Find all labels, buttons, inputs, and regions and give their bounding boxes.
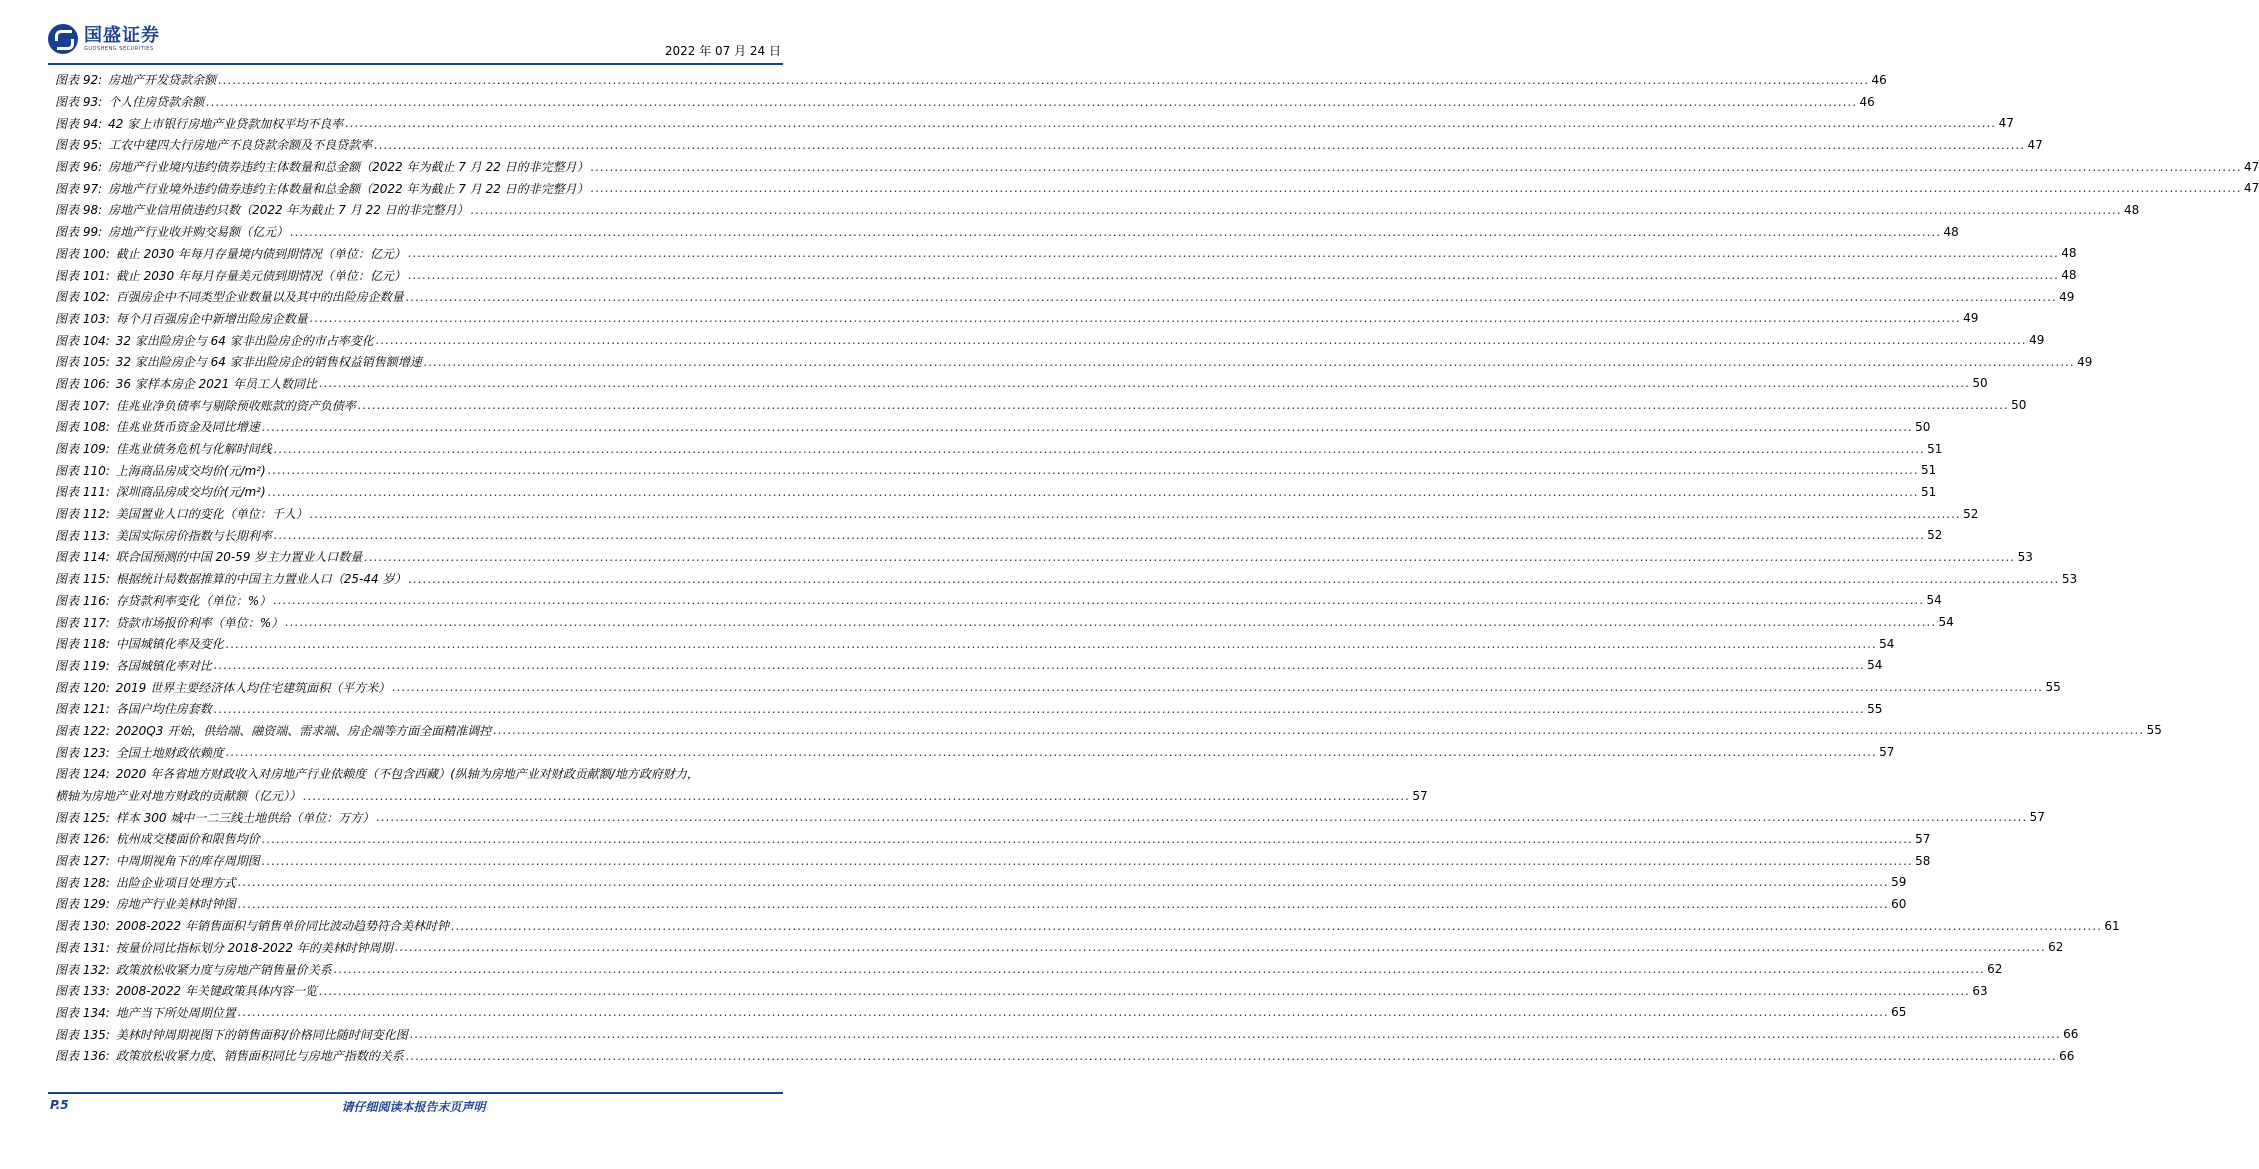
- toc-entry-label: 图表 133:: [55, 984, 110, 999]
- toc-entry-page: 54: [1879, 636, 1895, 651]
- toc-entry-label: 图表 111:: [55, 485, 110, 500]
- page-number: P.5: [50, 1098, 69, 1112]
- toc-entry-label: 图表 106:: [55, 376, 110, 391]
- toc-entry[interactable]: [55, 524, 1943, 546]
- toc-entry-page: 55: [1867, 701, 1883, 716]
- toc-entry-leader-dots: [285, 615, 1936, 629]
- toc-entry-title: 中国城镇化率及变化: [115, 637, 224, 652]
- toc-entry[interactable]: [55, 112, 2014, 134]
- toc-entry[interactable]: [55, 199, 2140, 221]
- toc-entry-label: 图表 127:: [55, 854, 110, 869]
- toc-entry[interactable]: [55, 243, 2077, 265]
- toc-entry-page: 61: [2104, 918, 2120, 933]
- toc-entry-leader-dots: [395, 940, 2046, 954]
- toc-entry-title: 各国户均住房套数: [115, 702, 212, 717]
- toc-entry-title: 房地产行业境外违约债券违约主体数量和总金额（2022 年为截止 7 月 22 日的非完整月）: [108, 181, 589, 196]
- toc-entry-label: 图表 130:: [55, 919, 110, 934]
- toc-entry[interactable]: [55, 655, 1883, 677]
- toc-entry-label: 图表 114:: [55, 550, 110, 565]
- toc-entry-page: 48: [2124, 202, 2140, 217]
- toc-entry[interactable]: [55, 264, 2077, 286]
- toc-entry-page: 47: [1998, 116, 2014, 131]
- toc-entry-title: 美国实际房价指数与长期利率: [115, 528, 272, 543]
- toc-entry-page: 55: [2146, 723, 2162, 738]
- footer-divider: [48, 1092, 783, 1094]
- toc-entry-label: 图表 93:: [55, 95, 103, 110]
- toc-entry-multiline[interactable]: [55, 763, 1428, 806]
- toc-entry-title: 贷款市场报价利率（单位：%）: [115, 615, 284, 630]
- logo-name-en: GUOSHENG SECURITIES: [84, 45, 154, 52]
- toc-entry[interactable]: [55, 308, 1979, 330]
- toc-entry-page: 47: [2027, 137, 2043, 152]
- company-logo: [48, 24, 160, 54]
- toc-entry[interactable]: [55, 221, 1959, 243]
- toc-entry-title: 联合国预测的中国 20-59 岁主力置业人口数量: [115, 550, 363, 565]
- toc-entry[interactable]: [55, 286, 2075, 308]
- toc-entry-leader-dots: [591, 160, 2242, 174]
- toc-entry-label: 图表 116:: [55, 593, 110, 608]
- toc-entry-page: 50: [1972, 376, 1988, 391]
- toc-entry-label: 图表 132:: [55, 962, 110, 977]
- toc-entry-leader-dots: [238, 875, 1889, 889]
- toc-entry-label: 图表 101:: [55, 268, 110, 283]
- toc-entry-page: 65: [1891, 1005, 1907, 1020]
- toc-entry-leader-dots: [408, 268, 2059, 282]
- toc-entry-title: 个人住房贷款余额: [108, 95, 205, 110]
- toc-entry-leader-dots: [358, 398, 2009, 412]
- toc-entry[interactable]: [55, 937, 2064, 959]
- toc-entry-page: 48: [1943, 224, 1959, 239]
- toc-entry-label: 图表 98:: [55, 203, 103, 218]
- toc-entry-leader-dots: [310, 507, 1961, 521]
- toc-entry-title: 2008-2022 年销售面积与销售单价同比波动趋势符合美林时钟: [115, 919, 449, 934]
- toc-entry-page: 60: [1891, 896, 1907, 911]
- toc-entry-label: 图表 135:: [55, 1027, 110, 1042]
- toc-entry-page: 54: [1926, 593, 1942, 608]
- toc-entry-title: 美林时钟周期视图下的销售面积/价格同比随时间变化图: [115, 1027, 408, 1042]
- toc-entry-leader-dots: [424, 355, 2075, 369]
- toc-entry-label: 图表 113:: [55, 528, 110, 543]
- toc-entry-leader-dots: [374, 138, 2025, 152]
- toc-entry-leader-dots: [376, 333, 2027, 347]
- table-of-figures: [55, 69, 2259, 1067]
- toc-entry-title: 36 家样本房企 2021 年员工人数同比: [115, 376, 318, 391]
- toc-entry-page: 53: [2017, 549, 2033, 564]
- toc-entry-title: 房地产行业收并购交易额（亿元）: [108, 225, 289, 240]
- toc-entry-title: 美国置业人口的变化（单位：千人）: [115, 507, 308, 522]
- toc-entry[interactable]: [55, 546, 2033, 568]
- toc-entry-leader-dots: [268, 485, 1919, 499]
- toc-entry[interactable]: [55, 503, 1979, 525]
- toc-entry-leader-dots: [410, 1027, 2061, 1041]
- toc-entry-leader-dots: [345, 116, 1996, 130]
- toc-entry-page: 49: [2029, 333, 2045, 348]
- toc-entry-title: 深圳商品房成交均价(元/m²): [115, 485, 266, 500]
- toc-entry-label: 图表 112:: [55, 507, 110, 522]
- toc-entry-label: 图表 128:: [55, 875, 110, 890]
- toc-entry-page: 54: [1938, 615, 1954, 630]
- toc-entry-leader-dots: [226, 745, 1877, 759]
- toc-entry[interactable]: [55, 958, 2003, 980]
- toc-entry-page: 66: [2063, 1027, 2079, 1042]
- toc-entry-leader-dots: [319, 984, 1970, 998]
- toc-entry-title: 根据统计局数据推算的中国主力置业人口（25-44 岁）: [115, 572, 407, 587]
- toc-entry[interactable]: [55, 373, 1988, 395]
- toc-entry-label: 图表 123:: [55, 745, 110, 760]
- toc-entry-leader-dots: [218, 73, 1869, 87]
- toc-entry-title: 42 家上市银行房地产业贷款加权平均不良率: [108, 116, 344, 131]
- toc-entry[interactable]: [55, 69, 1887, 91]
- toc-entry[interactable]: [55, 590, 1942, 612]
- toc-entry-page: 63: [1972, 983, 1988, 998]
- toc-entry-page: 49: [2059, 289, 2075, 304]
- toc-entry-leader-dots: [471, 203, 2122, 217]
- toc-entry-label: 图表 108:: [55, 420, 110, 435]
- toc-entry-label: 图表 117:: [55, 615, 110, 630]
- toc-entry[interactable]: [55, 177, 2259, 199]
- toc-entry-label: 图表 104:: [55, 333, 110, 348]
- toc-entry-leader-dots: [214, 702, 1865, 716]
- toc-entry-label: 图表 124:: [55, 767, 110, 782]
- logo-name-cn: 国盛证券: [84, 24, 160, 46]
- toc-entry[interactable]: [55, 329, 2045, 351]
- logo-text: [84, 26, 160, 53]
- toc-entry-title: 样本 300 城中一二三线土地供给（单位：万方）: [115, 810, 375, 825]
- toc-entry-page: 49: [1963, 311, 1979, 326]
- toc-entry[interactable]: [55, 438, 1943, 460]
- toc-entry-title: 房地产开发贷款余额: [108, 73, 217, 88]
- toc-entry-leader-dots: ......................................................................................................................................................................................................................................: [303, 788, 1411, 803]
- toc-entry[interactable]: [55, 1023, 2079, 1045]
- toc-entry-label: 图表 109:: [55, 442, 110, 457]
- toc-entry-label: 图表 110:: [55, 463, 110, 478]
- toc-entry-leader-dots: [268, 463, 1919, 477]
- toc-entry-leader-dots: [406, 290, 2057, 304]
- toc-entry-leader-dots: [214, 658, 1865, 672]
- toc-entry-label: 图表 103:: [55, 311, 110, 326]
- toc-entry-title: 地产当下所处周期位置: [115, 1005, 236, 1020]
- toc-entry-title: 佳兆业债务危机与化解时间线: [115, 442, 272, 457]
- toc-entry-page: 57: [1879, 745, 1895, 760]
- toc-entry-leader-dots: [591, 181, 2242, 195]
- toc-entry-title: 百强房企中不同类型企业数量以及其中的出险房企数量: [115, 290, 404, 305]
- toc-entry[interactable]: [55, 1045, 2075, 1067]
- toc-entry-leader-dots: [364, 550, 2015, 564]
- logo-mark-icon: [48, 24, 78, 54]
- toc-entry-title: 房地产业信用债违约只数（2022 年为截止 7 月 22 日的非完整月）: [108, 203, 469, 218]
- toc-entry-label: 图表 92:: [55, 73, 103, 88]
- toc-entry-page: 55: [2045, 680, 2061, 695]
- toc-entry[interactable]: [55, 676, 2061, 698]
- toc-entry-leader-dots: [238, 897, 1889, 911]
- toc-entry-title: 佳兆业净负债率与剔除预收账款的资产负债率: [115, 398, 356, 413]
- toc-entry-page: 66: [2059, 1048, 2075, 1063]
- toc-entry-label: 图表 131:: [55, 940, 110, 955]
- toc-entry-title: 政策放松收紧力度、销售面积同比与房地产指数的关系: [115, 1049, 404, 1064]
- toc-entry-page: 53: [2061, 571, 2078, 586]
- toc-entry-title: 截止 2030 年每月存量境内债到期情况（单位：亿元）: [115, 246, 406, 261]
- toc-entry[interactable]: [55, 459, 1937, 481]
- toc-entry-label: 图表 105:: [55, 355, 110, 370]
- toc-entry[interactable]: [55, 633, 1895, 655]
- toc-entry-page: 49: [2077, 354, 2093, 369]
- toc-entry-label: 图表 96:: [55, 160, 103, 175]
- toc-entry-page: 52: [1963, 506, 1979, 521]
- toc-entry[interactable]: [55, 91, 1875, 113]
- toc-entry[interactable]: [55, 394, 2027, 416]
- toc-entry-leader-dots: [493, 723, 2144, 737]
- toc-entry[interactable]: [55, 893, 1907, 915]
- toc-entry-page: 52: [1927, 528, 1943, 543]
- toc-entry[interactable]: [55, 1002, 1907, 1024]
- header-divider: [48, 63, 783, 65]
- toc-entry-title: 房地产行业美林时钟图: [115, 897, 236, 912]
- toc-entry-label: 图表 94:: [55, 116, 103, 131]
- toc-entry-leader-dots: [262, 832, 1913, 846]
- toc-entry-label: 图表 120:: [55, 680, 110, 695]
- toc-entry-title: 存贷款利率变化（单位：%）: [115, 593, 272, 608]
- toc-entry-title: 按量价同比指标划分 2018-2022 年的美林时钟周期: [115, 940, 393, 955]
- toc-entry[interactable]: [55, 915, 2120, 937]
- toc-entry-title: 出险企业项目处理方式: [115, 875, 236, 890]
- toc-entry-title: 佳兆业货币资金及同比增速: [115, 420, 260, 435]
- toc-entry-label: 图表 100:: [55, 246, 110, 261]
- toc-entry-leader-dots: [226, 637, 1877, 651]
- toc-entry-label: 图表 102:: [55, 290, 110, 305]
- toc-entry-leader-dots: [274, 528, 1925, 542]
- toc-entry-title: 工农中建四大行房地产不良贷款余额及不良贷款率: [108, 138, 373, 153]
- toc-entry-leader-dots: [262, 854, 1913, 868]
- toc-entry[interactable]: [55, 698, 1883, 720]
- toc-entry-page: 51: [1927, 441, 1943, 456]
- toc-entry-leader-dots: [451, 919, 2102, 933]
- toc-entry[interactable]: [55, 980, 1988, 1002]
- toc-entry-title: 政策放松收紧力度与房地产销售量价关系: [115, 962, 332, 977]
- toc-entry-title: 32 家出险房企与 64 家非出险房企的销售权益销售额增速: [115, 355, 422, 370]
- toc-entry-title: 2020Q3 开始，供给端、融资端、需求端、房企端等方面全面精准调控: [115, 723, 492, 738]
- toc-entry[interactable]: [55, 828, 1931, 850]
- toc-entry[interactable]: [55, 134, 2043, 156]
- toc-entry-title: 杭州成交楼面价和限售均价: [115, 832, 260, 847]
- toc-entry-page: 46: [1871, 72, 1887, 87]
- toc-entry-page: 47: [2244, 159, 2259, 174]
- toc-entry-page: 57: [1412, 788, 1428, 803]
- page-header: [48, 22, 783, 62]
- toc-entry-title: 各国城镇化率对比: [115, 658, 212, 673]
- toc-entry-label: 图表 107:: [55, 398, 110, 413]
- toc-list-part-2: [55, 806, 2120, 1066]
- toc-entry-page: 51: [1921, 463, 1937, 478]
- toc-entry-label: 图表 121:: [55, 702, 110, 717]
- toc-entry-page: 57: [1915, 831, 1931, 846]
- toc-entry[interactable]: [55, 611, 1954, 633]
- toc-entry[interactable]: [55, 481, 1937, 503]
- toc-entry-leader-dots: [406, 1049, 2057, 1063]
- toc-entry-leader-dots: [273, 593, 1924, 607]
- toc-entry[interactable]: [55, 568, 2078, 590]
- toc-entry-leader-dots: [408, 246, 2059, 260]
- toc-entry-page: 48: [2061, 246, 2077, 261]
- toc-entry[interactable]: [55, 871, 1907, 893]
- toc-entry-label: 图表 99:: [55, 225, 103, 240]
- toc-entry-label: 图表 122:: [55, 723, 110, 738]
- toc-entry-label: 图表 126:: [55, 832, 110, 847]
- toc-entry-page: 62: [2048, 940, 2064, 955]
- toc-entry-page: 58: [1915, 853, 1931, 868]
- toc-entry-page: 50: [1915, 419, 1931, 434]
- toc-entry-leader-dots: [274, 442, 1925, 456]
- toc-entry[interactable]: [55, 156, 2259, 178]
- toc-entry-label: 图表 115:: [55, 572, 110, 587]
- toc-entry-page: 46: [1859, 94, 1875, 109]
- toc-entry[interactable]: [55, 720, 2162, 742]
- report-date: 2022 年 07 月 24 日: [664, 44, 781, 58]
- toc-entry-label: 图表 118:: [55, 637, 110, 652]
- toc-entry-title: 全国土地财政依赖度: [115, 745, 224, 760]
- toc-entry-leader-dots: [319, 376, 1970, 390]
- toc-entry-title: 截止 2030 年每月存量美元债到期情况（单位：亿元）: [115, 268, 406, 283]
- toc-list-part-1: [55, 69, 2259, 763]
- toc-entry-leader-dots: [206, 95, 1857, 109]
- toc-entry-leader-dots: [262, 420, 1913, 434]
- toc-entry[interactable]: [55, 741, 1895, 763]
- toc-entry-label: 图表 119:: [55, 658, 110, 673]
- toc-entry-leader-dots: [238, 1005, 1889, 1019]
- toc-entry-label: 图表 125:: [55, 810, 110, 825]
- toc-entry-title: 每个月百强房企中新增出险房企数量: [115, 311, 308, 326]
- toc-entry[interactable]: [55, 416, 1931, 438]
- toc-entry-page: 59: [1891, 875, 1907, 890]
- toc-entry-label: 图表 136:: [55, 1049, 110, 1064]
- toc-entry-title: 32 家出险房企与 64 家非出险房企的市占率变化: [115, 333, 374, 348]
- toc-entry-leader-dots: [376, 810, 2027, 824]
- toc-entry-title: 中周期视角下的库存周期图: [115, 854, 260, 869]
- toc-entry-leader-dots: [290, 225, 1941, 239]
- toc-entry-leader-dots: [392, 680, 2043, 694]
- toc-entry[interactable]: [55, 351, 2093, 373]
- toc-entry-title-line1: 2020 年各省地方财政收入对房地产行业依赖度（不包含西藏）(纵轴为房地产业对财政贡献额/地方政府财力，: [115, 767, 699, 782]
- toc-entry-title: 2019 世界主要经济体人均住宅建筑面积（平方米）: [115, 680, 391, 695]
- toc-entry-label: 图表 129:: [55, 897, 110, 912]
- toc-entry-page: 47: [2244, 181, 2259, 196]
- toc-entry-page: 48: [2061, 268, 2077, 283]
- toc-entry-page: 50: [2011, 398, 2027, 413]
- toc-entry-title-line2: 横轴为房地产业对地方财政的贡献额（亿元））: [55, 789, 302, 804]
- toc-entry-leader-dots: [310, 311, 1961, 325]
- toc-entry-title: 上海商品房成交均价(元/m²): [115, 463, 266, 478]
- toc-entry[interactable]: [55, 806, 2045, 828]
- toc-entry-label: 图表 134:: [55, 1005, 110, 1020]
- toc-entry-leader-dots: [334, 962, 1985, 976]
- toc-entry-page: 62: [1987, 962, 2003, 977]
- disclaimer-note: 请仔细阅读本报告末页声明: [341, 1100, 486, 1114]
- toc-entry-title: 2008-2022 年关键政策具体内容一览: [115, 984, 317, 999]
- toc-entry-title: 房地产行业境内违约债券违约主体数量和总金额（2022 年为截止 7 月 22 日的非完整月）: [108, 160, 589, 175]
- toc-entry-label: 图表 97:: [55, 181, 103, 196]
- toc-entry[interactable]: [55, 850, 1931, 872]
- toc-entry-leader-dots: [408, 572, 2059, 586]
- toc-entry-page: 51: [1921, 484, 1937, 499]
- toc-entry-page: 54: [1867, 658, 1883, 673]
- toc-entry-label: 图表 95:: [55, 138, 103, 153]
- toc-entry-page: 57: [2029, 810, 2045, 825]
